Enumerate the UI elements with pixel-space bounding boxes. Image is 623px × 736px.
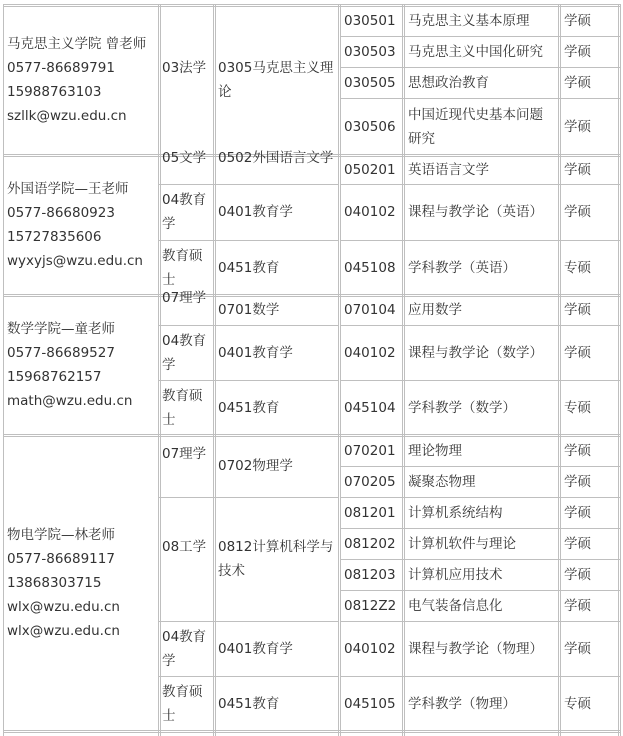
category-cell: 07理学 xyxy=(162,290,207,306)
contact-line: 物电学院—林老师 xyxy=(7,527,115,543)
degree-type-cell: 学硕 xyxy=(564,12,591,29)
table-border xyxy=(213,4,214,736)
contact-line: 15727835606 xyxy=(7,229,102,245)
major-cell: 马克思主义基本原理 xyxy=(408,12,530,29)
code-cell: 081201 xyxy=(344,504,396,521)
major-cell: 学科教学（物理） xyxy=(408,695,516,712)
field-cell: 0401教育学 xyxy=(218,344,293,361)
contact-line: 0577-86680923 xyxy=(7,205,115,221)
table-border xyxy=(404,4,405,736)
degree-type-cell: 学硕 xyxy=(564,473,591,490)
major-cell: 计算机应用技术 xyxy=(408,566,503,583)
code-cell: 050201 xyxy=(344,161,396,178)
table-border xyxy=(341,98,620,99)
table-border xyxy=(341,325,620,326)
table-border xyxy=(158,240,338,241)
field-cell: 0701数学 xyxy=(218,302,280,318)
table-border xyxy=(158,184,338,185)
degree-type-cell: 学硕 xyxy=(564,504,591,521)
code-cell: 040102 xyxy=(344,204,396,220)
table-border xyxy=(341,380,620,381)
contact-line: 0577-86689791 xyxy=(7,60,115,76)
table-border xyxy=(215,4,216,736)
code-cell: 030505 xyxy=(344,74,396,91)
table-border xyxy=(158,676,338,677)
table-border xyxy=(3,6,620,7)
code-cell: 081203 xyxy=(344,566,396,583)
category-cell: 教育硕士 xyxy=(162,247,203,288)
contact-line: math@wzu.edu.cn xyxy=(7,393,133,409)
field-cell: 0451教育 xyxy=(218,695,280,712)
table-border xyxy=(3,436,620,437)
table-border xyxy=(158,621,338,622)
major-cell: 英语语言文学 xyxy=(408,161,489,178)
table-border xyxy=(338,4,339,736)
category-cell: 教育硕士 xyxy=(162,683,203,724)
table-border xyxy=(341,559,620,560)
field-cell: 0451教育 xyxy=(218,259,280,276)
major-cell: 电气装备信息化 xyxy=(408,597,503,614)
table-border xyxy=(341,621,620,622)
degree-type-cell: 学硕 xyxy=(564,43,591,60)
field-cell: 0702物理学 xyxy=(218,458,293,474)
code-cell: 070104 xyxy=(344,302,396,318)
code-cell: 0812Z2 xyxy=(344,597,397,614)
code-cell: 030503 xyxy=(344,43,396,60)
table-border xyxy=(558,4,559,736)
major-cell: 课程与教学论（物理） xyxy=(408,640,543,657)
table-border xyxy=(3,732,620,733)
table-border xyxy=(3,730,620,731)
degree-type-cell: 学硕 xyxy=(564,442,591,459)
major-cell: 理论物理 xyxy=(408,442,462,459)
contact-line: 马克思主义学院 曾老师 xyxy=(7,36,147,52)
major-cell: 课程与教学论（英语） xyxy=(408,204,543,220)
code-cell: 070201 xyxy=(344,442,396,459)
table-border xyxy=(341,240,620,241)
degree-type-cell: 学硕 xyxy=(564,597,591,614)
contact-line: wyxyjs@wzu.edu.cn xyxy=(7,253,143,269)
contact-line: 0577-86689117 xyxy=(7,551,115,567)
contact-line: wlx@wzu.edu.cn xyxy=(7,599,120,615)
field-cell: 0502外国语言文学 xyxy=(218,149,334,166)
table-border xyxy=(3,4,4,736)
contact-line: 数学学院—童老师 xyxy=(7,321,115,337)
field-cell: 0812计算机科学与技术 xyxy=(218,539,334,579)
category-cell: 07理学 xyxy=(162,446,207,462)
table-border xyxy=(341,36,620,37)
table-border xyxy=(341,590,620,591)
table-border xyxy=(341,67,620,68)
degree-type-cell: 学硕 xyxy=(564,535,591,552)
contact-line: 外国语学院—王老师 xyxy=(7,181,129,197)
major-cell: 马克思主义中国化研究 xyxy=(408,43,543,60)
major-cell: 计算机系统结构 xyxy=(408,504,503,521)
code-cell: 045104 xyxy=(344,399,396,416)
table-border xyxy=(3,4,620,5)
table-border xyxy=(160,4,161,736)
code-cell: 040102 xyxy=(344,640,396,657)
code-cell: 070205 xyxy=(344,473,396,490)
contact-line: 15988763103 xyxy=(7,84,102,100)
major-cell: 学科教学（英语） xyxy=(408,259,516,276)
major-cell: 应用数学 xyxy=(408,302,462,318)
category-cell: 08工学 xyxy=(162,539,207,555)
major-cell: 凝聚态物理 xyxy=(408,473,476,490)
table-border xyxy=(620,4,621,736)
category-cell: 04教育学 xyxy=(162,628,207,669)
degree-type-cell: 专硕 xyxy=(564,695,591,712)
table-border xyxy=(341,184,620,185)
table-border xyxy=(158,497,338,498)
degree-type-cell: 学硕 xyxy=(564,118,591,135)
table-border xyxy=(341,528,620,529)
major-cell: 课程与教学论（数学） xyxy=(408,344,543,361)
table-border xyxy=(3,296,620,297)
field-cell: 0401教育学 xyxy=(218,204,293,220)
contact-line: wlx@wzu.edu.cn xyxy=(7,623,120,639)
degree-type-cell: 学硕 xyxy=(564,302,591,318)
table-border xyxy=(560,4,561,736)
contact-line: szllk@wzu.edu.cn xyxy=(7,108,127,124)
degree-type-cell: 学硕 xyxy=(564,161,591,178)
major-cell: 学科教学（数学） xyxy=(408,399,516,416)
table-border xyxy=(341,466,620,467)
field-cell: 0451教育 xyxy=(218,399,280,416)
category-cell: 03法学 xyxy=(162,60,207,76)
table-border xyxy=(340,4,341,736)
category-cell: 05文学 xyxy=(162,149,207,166)
degree-type-cell: 学硕 xyxy=(564,204,591,220)
degree-type-cell: 学硕 xyxy=(564,344,591,361)
degree-type-cell: 学硕 xyxy=(564,640,591,657)
degree-type-cell: 学硕 xyxy=(564,74,591,91)
field-cell: 0401教育学 xyxy=(218,640,293,657)
category-cell: 教育硕士 xyxy=(162,387,203,428)
major-cell: 思想政治教育 xyxy=(408,74,489,91)
code-cell: 045105 xyxy=(344,695,396,712)
contact-line: 15968762157 xyxy=(7,369,102,385)
category-cell: 04教育学 xyxy=(162,332,207,373)
contact-line: 0577-86689527 xyxy=(7,345,115,361)
table-border xyxy=(341,676,620,677)
code-cell: 081202 xyxy=(344,535,396,552)
table-border xyxy=(402,4,403,736)
major-cell: 中国近现代史基本问题研究 xyxy=(408,106,543,147)
degree-type-cell: 学硕 xyxy=(564,566,591,583)
table-border xyxy=(158,4,159,736)
contact-line: 13868303715 xyxy=(7,575,102,591)
table-border xyxy=(158,380,338,381)
category-cell: 04教育学 xyxy=(162,192,207,232)
code-cell: 040102 xyxy=(344,344,396,361)
table-border xyxy=(341,497,620,498)
field-cell: 0305马克思主义理论 xyxy=(218,60,334,100)
major-cell: 计算机软件与理论 xyxy=(408,535,516,552)
degree-type-cell: 专硕 xyxy=(564,259,591,276)
table-border xyxy=(3,434,620,435)
code-cell: 045108 xyxy=(344,259,396,276)
table-border xyxy=(618,4,619,736)
table-border xyxy=(158,325,338,326)
code-cell: 030506 xyxy=(344,118,396,135)
table-border xyxy=(3,294,620,295)
degree-type-cell: 专硕 xyxy=(564,399,591,416)
code-cell: 030501 xyxy=(344,12,396,29)
